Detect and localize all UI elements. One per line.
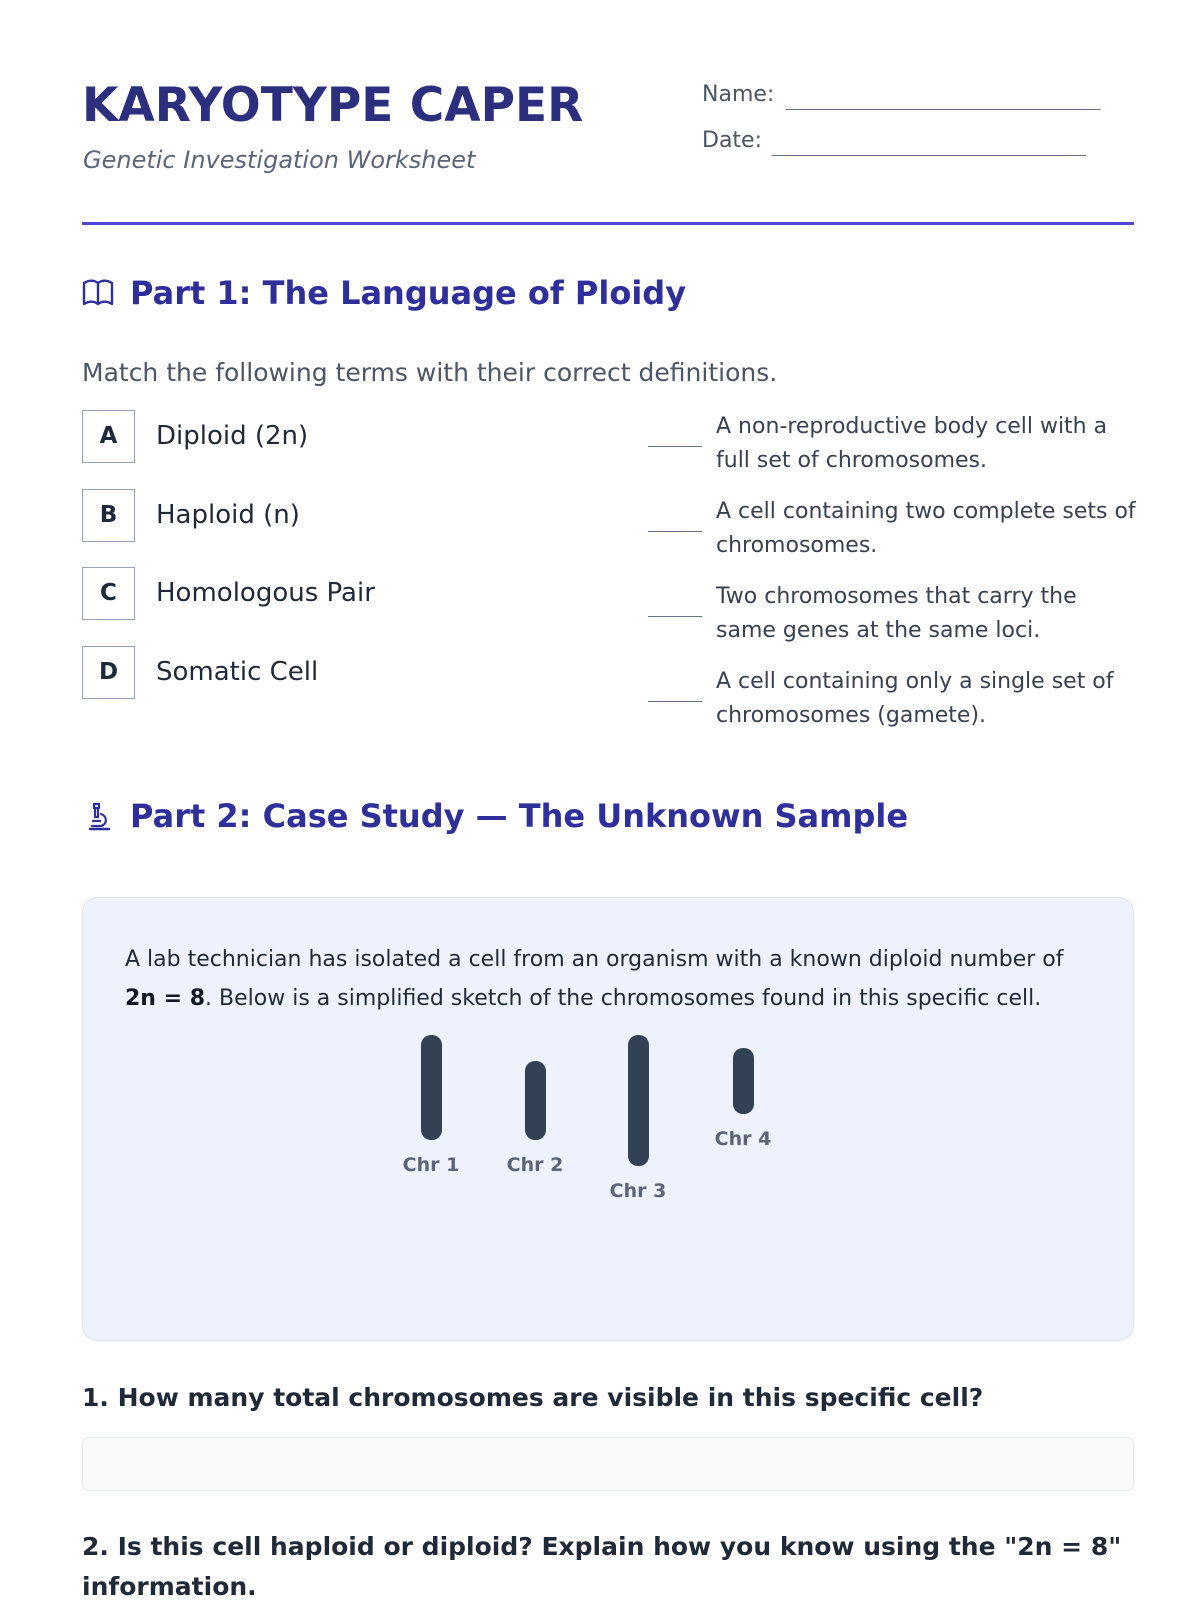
answer-blank[interactable]: [648, 446, 702, 447]
name-label: Name:: [702, 82, 775, 107]
part2-title-text: Part 2: Case Study — The Unknown Sample: [130, 797, 909, 835]
term-item: [82, 409, 308, 463]
definition-item: [648, 410, 1138, 478]
chromosome-1: [421, 1035, 442, 1140]
term-letter: A: [82, 410, 135, 463]
term-item: [82, 488, 300, 542]
date-label: Date:: [702, 128, 762, 153]
answer-blank[interactable]: [648, 531, 702, 532]
definition-text: Two chromosomes that carry the same genes at the same loci.: [716, 584, 1077, 643]
definition-item: [648, 665, 1138, 733]
part1-title: [82, 274, 686, 312]
term-letter: C: [82, 567, 135, 620]
definition-text: A cell containing two complete sets of chromosomes.: [716, 499, 1136, 558]
chromosome-label: Chr 1: [402, 1154, 460, 1176]
chromosome-2: [525, 1061, 546, 1140]
term-label: Haploid (n): [156, 500, 300, 530]
chromosome-label: Chr 3: [609, 1180, 667, 1202]
term-letter: B: [82, 489, 135, 542]
term-letter: D: [82, 646, 135, 699]
worksheet-subtitle: Genetic Investigation Worksheet: [83, 146, 476, 174]
part2-title: [82, 797, 908, 835]
book-open-icon: [82, 275, 118, 311]
microscope-icon: [82, 798, 118, 834]
case-study-text: [125, 940, 1085, 1018]
term-item: [82, 566, 375, 620]
chromosome-4: [733, 1048, 754, 1114]
worksheet-header: [82, 78, 1132, 228]
term-label: Homologous Pair: [156, 578, 375, 608]
case-study-box: [82, 897, 1134, 1341]
part1-title-text: Part 1: The Language of Ploidy: [130, 274, 687, 312]
worksheet-title: KARYOTYPE CAPER: [82, 78, 584, 133]
answer-box-1[interactable]: [82, 1437, 1134, 1491]
chromosome-label: Chr 4: [714, 1128, 772, 1150]
case-text-rest: . Below is a simplified sketch of the chromosomes found in this specific cell.: [205, 986, 1042, 1011]
name-line[interactable]: [786, 109, 1100, 110]
definition-text: A cell containing only a single set of chromosomes (gamete).: [716, 669, 1114, 728]
term-item: [82, 645, 318, 699]
date-line[interactable]: [772, 155, 1086, 156]
answer-blank[interactable]: [648, 616, 702, 617]
answer-blank[interactable]: [648, 701, 702, 702]
chromosome-3: [628, 1035, 649, 1166]
term-label: Diploid (2n): [156, 421, 309, 451]
date-field[interactable]: [702, 128, 762, 153]
question-2: 2. Is this cell haploid or diploid? Explain how you know using the "2n = 8" information.: [82, 1532, 1122, 1600]
diploid-number: 2n = 8: [125, 986, 206, 1011]
definition-item: [648, 580, 1138, 648]
question-1: 1. How many total chromosomes are visible in this specific cell?: [82, 1383, 984, 1412]
chromosome-label: Chr 2: [506, 1154, 564, 1176]
definition-text: A non-reproductive body cell with a full set of chromosomes.: [716, 414, 1108, 473]
case-text-intro: A lab technician has isolated a cell from an organism with a known diploid number of: [125, 947, 1064, 972]
part1-instruction: Match the following terms with their correct definitions.: [82, 358, 778, 387]
header-divider: [82, 222, 1134, 225]
term-label: Somatic Cell: [156, 657, 319, 687]
name-field[interactable]: [702, 82, 774, 107]
definition-item: [648, 495, 1138, 563]
